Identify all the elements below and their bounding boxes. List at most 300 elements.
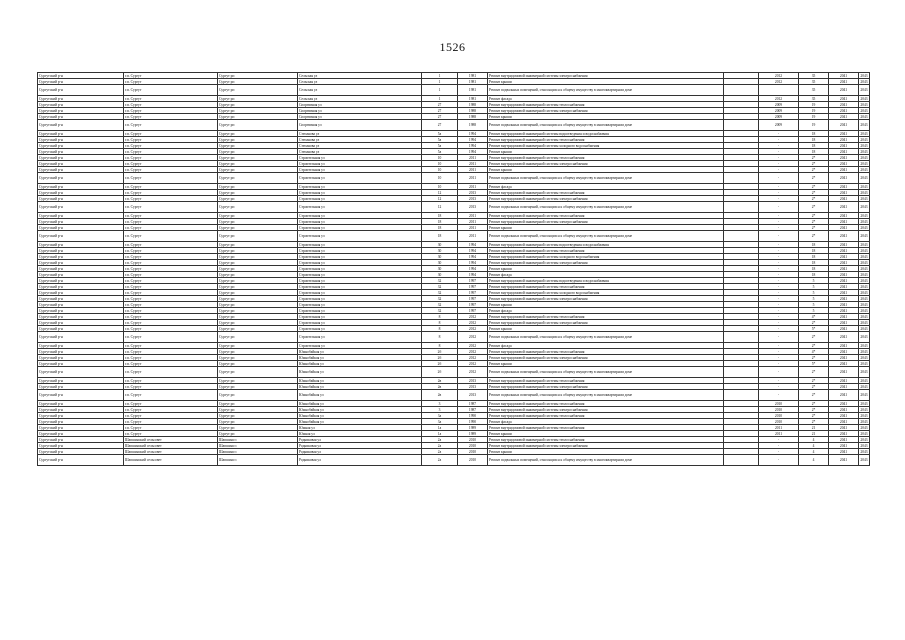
plan-start-year-cell: 2041 bbox=[829, 102, 859, 108]
last-repair-year-cell: - bbox=[759, 213, 799, 219]
plan-start-year-cell: 2041 bbox=[829, 449, 859, 455]
street-cell: Строительная ул bbox=[298, 308, 422, 314]
locality-cell: Сургут рп bbox=[218, 320, 298, 326]
plan-end-year-cell: 2043 bbox=[859, 120, 870, 131]
settlement-cell: г.п. Сургут bbox=[124, 413, 218, 419]
district-cell: Сургутский р-н bbox=[38, 254, 124, 260]
house-number-cell: 2а bbox=[422, 437, 458, 443]
plan-end-year-cell: 2043 bbox=[860, 278, 868, 283]
house-number-cell: 3 bbox=[422, 407, 458, 413]
plan-start-year-cell: 2041 bbox=[829, 266, 859, 272]
work-type-cell: Ремонт внутридомовой инженерной системы теплоснабжения bbox=[488, 378, 724, 384]
plan-end-year-cell: 2043 bbox=[860, 326, 868, 331]
street-cell: Южнобайкая ул bbox=[298, 378, 422, 384]
district-cell: Сургутский р-н bbox=[38, 407, 124, 413]
wear-cell: 19 bbox=[799, 120, 829, 131]
work-type-cell: Ремонт внутридомовой инженерной системы электроснабжения bbox=[488, 161, 724, 167]
house-number-cell: 8 bbox=[422, 343, 458, 349]
house-number-cell: 1 bbox=[422, 73, 458, 79]
locality-cell: Сургут рп bbox=[218, 120, 298, 131]
work-type-cell: Ремонт внутридомовой инженерной системы теплоснабжения bbox=[488, 155, 724, 161]
table-row bbox=[38, 120, 870, 131]
district-cell: Сургутский р-н bbox=[38, 413, 124, 419]
street-cell: Родниковая ул bbox=[298, 449, 422, 455]
house-number-cell: 27 bbox=[422, 102, 458, 108]
plan-end-year-cell: 2043 bbox=[860, 248, 868, 253]
last-repair-year-cell: - bbox=[759, 143, 799, 149]
last-repair-year-cell: - bbox=[759, 173, 799, 184]
house-number-cell: 10 bbox=[422, 184, 458, 190]
work-type-cell: Ремонт крыши bbox=[488, 266, 724, 272]
locality-cell: Сургут рп bbox=[218, 290, 298, 296]
plan-start-year-cell: 2041 bbox=[829, 85, 859, 96]
last-repair-year-cell: - bbox=[759, 196, 799, 202]
build-year-cell: 1997 bbox=[458, 290, 488, 296]
settlement-cell: г.п. Сургут bbox=[124, 242, 218, 248]
settlement-cell: г.п. Сургут bbox=[124, 302, 218, 308]
work-type-cell: Ремонт крыши bbox=[488, 114, 724, 120]
last-repair-year-cell: - bbox=[759, 390, 799, 401]
work-type-cell: Ремонт подвальных помещений, относящихся к общему имуществу в многоквартирном доме bbox=[488, 85, 724, 96]
plan-start-year-cell: 2041 bbox=[829, 296, 859, 302]
wear-cell: 35 bbox=[799, 79, 829, 85]
locality-cell: Сургут рп bbox=[218, 278, 298, 284]
settlement-cell: г.п. Сургут bbox=[124, 131, 218, 137]
plan-start-year-cell: 2041 bbox=[829, 120, 859, 131]
district-cell: Сургутский р-н bbox=[38, 425, 124, 431]
settlement-cell: г.п. Сургут bbox=[124, 390, 218, 401]
street-cell: Строительная ул bbox=[298, 242, 422, 248]
district-cell: Сургутский р-н bbox=[38, 378, 124, 384]
locality-cell: Сургут рп bbox=[218, 137, 298, 143]
last-repair-year-cell: - bbox=[759, 161, 799, 167]
wear-cell: 2* bbox=[799, 413, 829, 419]
locality-cell: Сургут рп bbox=[218, 149, 298, 155]
district-cell: Сургутский р-н bbox=[38, 190, 124, 196]
build-year-cell: 1994 bbox=[458, 260, 488, 266]
street-cell: Строительная ул bbox=[298, 196, 422, 202]
work-type-cell: Ремонт крыши bbox=[488, 431, 724, 437]
house-number-cell: 12 bbox=[422, 202, 458, 213]
build-year-cell: 2011 bbox=[458, 219, 488, 225]
street-cell: Степанова ул bbox=[298, 131, 422, 137]
plan-end-year-cell: 2043 bbox=[860, 355, 868, 360]
last-repair-year-cell: - bbox=[759, 167, 799, 173]
locality-cell: Сургут рп bbox=[218, 419, 298, 425]
street-cell: Южнобайкая ул bbox=[298, 413, 422, 419]
street-cell: Родниковая ул bbox=[298, 443, 422, 449]
street-cell: Степанова ул bbox=[298, 143, 422, 149]
work-type-cell: Ремонт внутридомовой инженерной системы электроснабжения bbox=[488, 196, 724, 202]
street-cell: Строительная ул bbox=[298, 225, 422, 231]
plan-end-year-cell: 2043 bbox=[859, 202, 870, 213]
plan-end-year-cell: 2043 bbox=[860, 349, 868, 354]
wear-cell: 2* bbox=[799, 378, 829, 384]
work-type-cell: Ремонт внутридомовой инженерной системы теплоснабжения bbox=[488, 349, 724, 355]
house-number-cell: 2б bbox=[422, 367, 458, 378]
wear-cell: 18 bbox=[799, 131, 829, 137]
last-repair-year-cell: - bbox=[759, 219, 799, 225]
work-type-cell: Ремонт внутридомовой инженерной системы теплоснабжения bbox=[488, 137, 724, 143]
street-cell: Южнобайкая ул bbox=[298, 401, 422, 407]
district-cell: Сургутский р-н bbox=[38, 272, 124, 278]
settlement-cell: г.п. Сургут bbox=[124, 225, 218, 231]
district-cell: Сургутский р-н bbox=[38, 96, 124, 102]
plan-end-year-cell: 2043 bbox=[860, 260, 868, 265]
wear-cell: 5 bbox=[799, 296, 829, 302]
wear-cell: 4 bbox=[799, 449, 829, 455]
work-type-cell: Ремонт внутридомовой инженерной системы теплоснабжения bbox=[488, 401, 724, 407]
last-repair-year-cell: - bbox=[759, 290, 799, 296]
work-type-cell: Ремонт внутридомовой инженерной системы холодного водоснабжения bbox=[488, 143, 724, 149]
locality-cell: Сургут рп bbox=[218, 173, 298, 184]
work-type-cell: Ремонт внутридомовой инженерной системы водоотведения и водоснабжения bbox=[488, 242, 724, 248]
build-year-cell: 2010 bbox=[458, 449, 488, 455]
work-type-cell: Ремонт крыши bbox=[488, 361, 724, 367]
blank-cell bbox=[724, 173, 759, 184]
wear-cell: 18 bbox=[799, 242, 829, 248]
last-repair-year-cell: 2009 bbox=[759, 102, 799, 108]
settlement-cell: г.п. Сургут bbox=[124, 349, 218, 355]
house-number-cell: 3 bbox=[422, 401, 458, 407]
table-row bbox=[38, 455, 870, 466]
street-cell: Строительная ул bbox=[298, 167, 422, 173]
work-type-cell: Ремонт внутридомовой инженерной системы электроснабжения bbox=[488, 384, 724, 390]
wear-cell: 4 bbox=[799, 455, 829, 466]
work-type-cell: Ремонт внутридомовой инженерной системы водоотведения и водоснабжения bbox=[488, 131, 724, 137]
plan-end-year-cell: 2043 bbox=[860, 131, 868, 136]
plan-end-year-cell: 2043 bbox=[859, 173, 870, 184]
settlement-cell: г.п. Сургут bbox=[124, 378, 218, 384]
house-number-cell: 3а bbox=[422, 413, 458, 419]
house-number-cell: 32 bbox=[422, 302, 458, 308]
locality-cell: Сургут рп bbox=[218, 219, 298, 225]
plan-end-year-cell: 2043 bbox=[860, 266, 868, 271]
build-year-cell: 2013 bbox=[458, 384, 488, 390]
house-number-cell: 27 bbox=[422, 108, 458, 114]
district-cell: Сургутский р-н bbox=[38, 85, 124, 96]
table-row bbox=[38, 390, 870, 401]
locality-cell: Сургут рп bbox=[218, 96, 298, 102]
district-cell: Сургутский р-н bbox=[38, 114, 124, 120]
plan-start-year-cell: 2041 bbox=[829, 308, 859, 314]
settlement-cell: г.п. Сургут bbox=[124, 419, 218, 425]
work-type-cell: Ремонт внутридомовой инженерной системы теплоснабжения bbox=[488, 284, 724, 290]
locality-cell: Сургут рп bbox=[218, 225, 298, 231]
street-cell: Спортивная ул bbox=[298, 114, 422, 120]
settlement-cell: г.п. Сургут bbox=[124, 290, 218, 296]
locality-cell: Сургут рп bbox=[218, 167, 298, 173]
plan-start-year-cell: 2041 bbox=[829, 137, 859, 143]
district-cell: Сургутский р-н bbox=[38, 266, 124, 272]
plan-end-year-cell: 2043 bbox=[860, 219, 868, 224]
last-repair-year-cell: - bbox=[759, 149, 799, 155]
wear-cell: 2* bbox=[799, 184, 829, 190]
house-number-cell: 1 bbox=[422, 79, 458, 85]
wear-cell: 2* bbox=[799, 196, 829, 202]
house-number-cell: 1 bbox=[422, 85, 458, 96]
street-cell: Строительная ул bbox=[298, 326, 422, 332]
wear-cell: 2* bbox=[799, 390, 829, 401]
street-cell: Степанова ул bbox=[298, 149, 422, 155]
locality-cell: Шапшино с bbox=[218, 455, 298, 466]
house-number-cell: 32 bbox=[422, 290, 458, 296]
locality-cell: Сургут рп bbox=[218, 349, 298, 355]
locality-cell: Сургут рп bbox=[218, 284, 298, 290]
plan-end-year-cell: 2043 bbox=[860, 167, 868, 172]
plan-end-year-cell: 2043 bbox=[860, 308, 868, 313]
settlement-cell: г.п. Сургут bbox=[124, 173, 218, 184]
house-number-cell: 2а bbox=[422, 455, 458, 466]
plan-start-year-cell: 2041 bbox=[829, 202, 859, 213]
last-repair-year-cell: - bbox=[759, 343, 799, 349]
work-type-cell: Ремонт подвальных помещений, относящихся к общему имуществу в многоквартирном доме bbox=[488, 120, 724, 131]
street-cell: Строительная ул bbox=[298, 213, 422, 219]
street-cell: Южнобайкая ул bbox=[298, 407, 422, 413]
capital-repair-table bbox=[37, 72, 870, 466]
district-cell: Сургутский р-н bbox=[38, 361, 124, 367]
build-year-cell: 1994 bbox=[458, 131, 488, 137]
build-year-cell: 2011 bbox=[458, 213, 488, 219]
locality-cell: Сургут рп bbox=[218, 343, 298, 349]
locality-cell: Сургут рп bbox=[218, 102, 298, 108]
street-cell: Строительная ул bbox=[298, 314, 422, 320]
settlement-cell: г.п. Сургут bbox=[124, 431, 218, 437]
wear-cell: 19 bbox=[799, 102, 829, 108]
locality-cell: Сургут рп bbox=[218, 131, 298, 137]
plan-end-year-cell: 2043 bbox=[860, 449, 868, 454]
locality-cell: Сургут рп bbox=[218, 407, 298, 413]
wear-cell: 18 bbox=[799, 248, 829, 254]
build-year-cell: 1997 bbox=[458, 302, 488, 308]
build-year-cell: 1981 bbox=[458, 73, 488, 79]
last-repair-year-cell: - bbox=[759, 361, 799, 367]
work-type-cell: Ремонт внутридомовой инженерной системы электроснабжения bbox=[488, 260, 724, 266]
build-year-cell: 2010 bbox=[458, 455, 488, 466]
plan-end-year-cell: 2043 bbox=[860, 431, 868, 436]
work-type-cell: Ремонт внутридомовой инженерной системы электроснабжения bbox=[488, 73, 724, 79]
district-cell: Сургутский р-н bbox=[38, 196, 124, 202]
build-year-cell: 2011 bbox=[458, 184, 488, 190]
district-cell: Сургутский р-н bbox=[38, 308, 124, 314]
district-cell: Сургутский р-н bbox=[38, 202, 124, 213]
plan-start-year-cell: 2041 bbox=[829, 79, 859, 85]
settlement-cell: г.п. Сургут bbox=[124, 314, 218, 320]
settlement-cell: г.п. Сургут bbox=[124, 120, 218, 131]
settlement-cell: г.п. Сургут bbox=[124, 167, 218, 173]
plan-start-year-cell: 2041 bbox=[829, 437, 859, 443]
table-row bbox=[38, 231, 870, 242]
last-repair-year-cell: - bbox=[759, 332, 799, 343]
build-year-cell: 1981 bbox=[458, 96, 488, 102]
last-repair-year-cell: - bbox=[759, 378, 799, 384]
plan-start-year-cell: 2041 bbox=[829, 143, 859, 149]
last-repair-year-cell: - bbox=[759, 314, 799, 320]
work-type-cell: Ремонт подвальных помещений, относящихся к общему имуществу в многоквартирном доме bbox=[488, 367, 724, 378]
district-cell: Сургутский р-н bbox=[38, 213, 124, 219]
plan-end-year-cell: 2043 bbox=[860, 443, 868, 448]
settlement-cell: г.п. Сургут bbox=[124, 219, 218, 225]
street-cell: Южнобайкая ул bbox=[298, 349, 422, 355]
plan-end-year-cell: 2043 bbox=[860, 361, 868, 366]
house-number-cell: 2в bbox=[422, 390, 458, 401]
work-type-cell: Ремонт внутридомовой инженерной системы электроснабжения bbox=[488, 219, 724, 225]
house-number-cell: 2б bbox=[422, 349, 458, 355]
locality-cell: Сургут рп bbox=[218, 254, 298, 260]
district-cell: Сургутский р-н bbox=[38, 161, 124, 167]
table-row bbox=[38, 202, 870, 213]
plan-end-year-cell: 2043 bbox=[860, 320, 868, 325]
wear-cell: 19 bbox=[799, 108, 829, 114]
street-cell: Южнобайкая ул bbox=[298, 361, 422, 367]
last-repair-year-cell: - bbox=[759, 225, 799, 231]
build-year-cell: 2011 bbox=[458, 225, 488, 231]
build-year-cell: 2013 bbox=[458, 190, 488, 196]
street-cell: Строительная ул bbox=[298, 202, 422, 213]
district-cell: Сургутский р-н bbox=[38, 137, 124, 143]
settlement-cell: г.п. Сургут bbox=[124, 266, 218, 272]
district-cell: Сургутский р-н bbox=[38, 231, 124, 242]
house-number-cell: 32 bbox=[422, 308, 458, 314]
plan-start-year-cell: 2041 bbox=[829, 161, 859, 167]
district-cell: Сургутский р-н bbox=[38, 384, 124, 390]
settlement-cell: г.п. Сургут bbox=[124, 161, 218, 167]
settlement-cell: г.п. Сургут bbox=[124, 278, 218, 284]
street-cell: Строительная ул bbox=[298, 284, 422, 290]
house-number-cell: 5а bbox=[422, 143, 458, 149]
table-row bbox=[38, 332, 870, 343]
district-cell: Сургутский р-н bbox=[38, 278, 124, 284]
plan-start-year-cell: 2041 bbox=[829, 149, 859, 155]
table-row bbox=[38, 85, 870, 96]
locality-cell: Шапшино с bbox=[218, 443, 298, 449]
house-number-cell: 2в bbox=[422, 384, 458, 390]
build-year-cell: 1994 bbox=[458, 254, 488, 260]
district-cell: Сургутский р-н bbox=[38, 167, 124, 173]
house-number-cell: 5а bbox=[422, 137, 458, 143]
locality-cell: Сургут рп bbox=[218, 85, 298, 96]
district-cell: Сургутский р-н bbox=[38, 79, 124, 85]
build-year-cell: 2012 bbox=[458, 320, 488, 326]
build-year-cell: 2011 bbox=[458, 155, 488, 161]
settlement-cell: Шапшинский сельсовет bbox=[124, 449, 218, 455]
street-cell: Южнобайкая ул bbox=[298, 355, 422, 361]
plan-start-year-cell: 2041 bbox=[829, 73, 859, 79]
locality-cell: Сургут рп bbox=[218, 202, 298, 213]
house-number-cell: 27 bbox=[422, 114, 458, 120]
wear-cell: 2* bbox=[799, 320, 829, 326]
street-cell: Строительная ул bbox=[298, 266, 422, 272]
plan-start-year-cell: 2041 bbox=[829, 367, 859, 378]
plan-start-year-cell: 2041 bbox=[829, 302, 859, 308]
build-year-cell: 2010 bbox=[458, 437, 488, 443]
locality-cell: Сургут рп bbox=[218, 266, 298, 272]
plan-start-year-cell: 2041 bbox=[829, 431, 859, 437]
settlement-cell: г.п. Сургут bbox=[124, 272, 218, 278]
settlement-cell: Шапшинский сельсовет bbox=[124, 437, 218, 443]
build-year-cell: 2010 bbox=[458, 443, 488, 449]
street-cell: Строительная ул bbox=[298, 254, 422, 260]
street-cell: Сельская ул bbox=[298, 96, 422, 102]
locality-cell: Сургут рп bbox=[218, 79, 298, 85]
settlement-cell: Шапшинский сельсовет bbox=[124, 443, 218, 449]
district-cell: Сургутский р-н bbox=[38, 73, 124, 79]
plan-start-year-cell: 2041 bbox=[829, 190, 859, 196]
work-type-cell: Ремонт внутридомовой инженерной системы электроснабжения bbox=[488, 108, 724, 114]
plan-start-year-cell: 2041 bbox=[829, 361, 859, 367]
plan-start-year-cell: 2041 bbox=[829, 242, 859, 248]
wear-cell: 2* bbox=[799, 173, 829, 184]
last-repair-year-cell: - bbox=[759, 137, 799, 143]
street-cell: Строительная ул bbox=[298, 332, 422, 343]
locality-cell: Сургут рп bbox=[218, 184, 298, 190]
district-cell: Сургутский р-н bbox=[38, 143, 124, 149]
street-cell: Южнобайкая ул bbox=[298, 390, 422, 401]
build-year-cell: 1997 bbox=[458, 278, 488, 284]
settlement-cell: г.п. Сургут bbox=[124, 260, 218, 266]
plan-end-year-cell: 2043 bbox=[860, 161, 868, 166]
settlement-cell: г.п. Сургут bbox=[124, 401, 218, 407]
build-year-cell: 1981 bbox=[458, 79, 488, 85]
last-repair-year-cell: 2009 bbox=[759, 108, 799, 114]
wear-cell: 18 bbox=[799, 266, 829, 272]
build-year-cell: 2012 bbox=[458, 355, 488, 361]
last-repair-year-cell: - bbox=[759, 184, 799, 190]
last-repair-year-cell: 2010 bbox=[759, 419, 799, 425]
plan-start-year-cell: 2041 bbox=[829, 173, 859, 184]
settlement-cell: г.п. Сургут bbox=[124, 137, 218, 143]
last-repair-year-cell: - bbox=[759, 384, 799, 390]
district-cell: Сургутский р-н bbox=[38, 173, 124, 184]
work-type-cell: Ремонт подвальных помещений, относящихся к общему имуществу в многоквартирном доме bbox=[488, 202, 724, 213]
blank-cell bbox=[724, 332, 759, 343]
plan-end-year-cell: 2043 bbox=[859, 367, 870, 378]
work-type-cell: Ремонт внутридомовой инженерной системы теплоснабжения bbox=[488, 413, 724, 419]
work-type-cell: Ремонт фасада bbox=[488, 308, 724, 314]
last-repair-year-cell: 2010 bbox=[759, 407, 799, 413]
district-cell: Сургутский р-н bbox=[38, 320, 124, 326]
house-number-cell: 8 bbox=[422, 332, 458, 343]
house-number-cell: 2б bbox=[422, 361, 458, 367]
blank-cell bbox=[724, 85, 759, 96]
locality-cell: Сургут рп bbox=[218, 378, 298, 384]
settlement-cell: г.п. Сургут bbox=[124, 296, 218, 302]
build-year-cell: 2013 bbox=[458, 390, 488, 401]
settlement-cell: г.п. Сургут bbox=[124, 284, 218, 290]
build-year-cell: 1994 bbox=[458, 272, 488, 278]
wear-cell: 2* bbox=[799, 213, 829, 219]
settlement-cell: г.п. Сургут bbox=[124, 425, 218, 431]
street-cell: Южная ул bbox=[298, 425, 422, 431]
street-cell: Сельская ул bbox=[298, 85, 422, 96]
blank-cell bbox=[724, 455, 759, 466]
house-number-cell: 1а bbox=[422, 431, 458, 437]
house-number-cell: 18 bbox=[422, 213, 458, 219]
house-number-cell: 18 bbox=[422, 225, 458, 231]
locality-cell: Сургут рп bbox=[218, 231, 298, 242]
build-year-cell: 2012 bbox=[458, 314, 488, 320]
district-cell: Сургутский р-н bbox=[38, 296, 124, 302]
district-cell: Сургутский р-н bbox=[38, 367, 124, 378]
street-cell: Южнобайкая ул bbox=[298, 384, 422, 390]
last-repair-year-cell: - bbox=[759, 443, 799, 449]
locality-cell: Сургут рп bbox=[218, 425, 298, 431]
plan-end-year-cell: 2043 bbox=[860, 401, 868, 406]
plan-end-year-cell: 2043 bbox=[860, 196, 868, 201]
work-type-cell: Ремонт внутридомовой инженерной системы водоотведения и водоснабжения bbox=[488, 278, 724, 284]
work-type-cell: Ремонт внутридомовой инженерной системы электроснабжения bbox=[488, 355, 724, 361]
work-type-cell: Ремонт крыши bbox=[488, 326, 724, 332]
